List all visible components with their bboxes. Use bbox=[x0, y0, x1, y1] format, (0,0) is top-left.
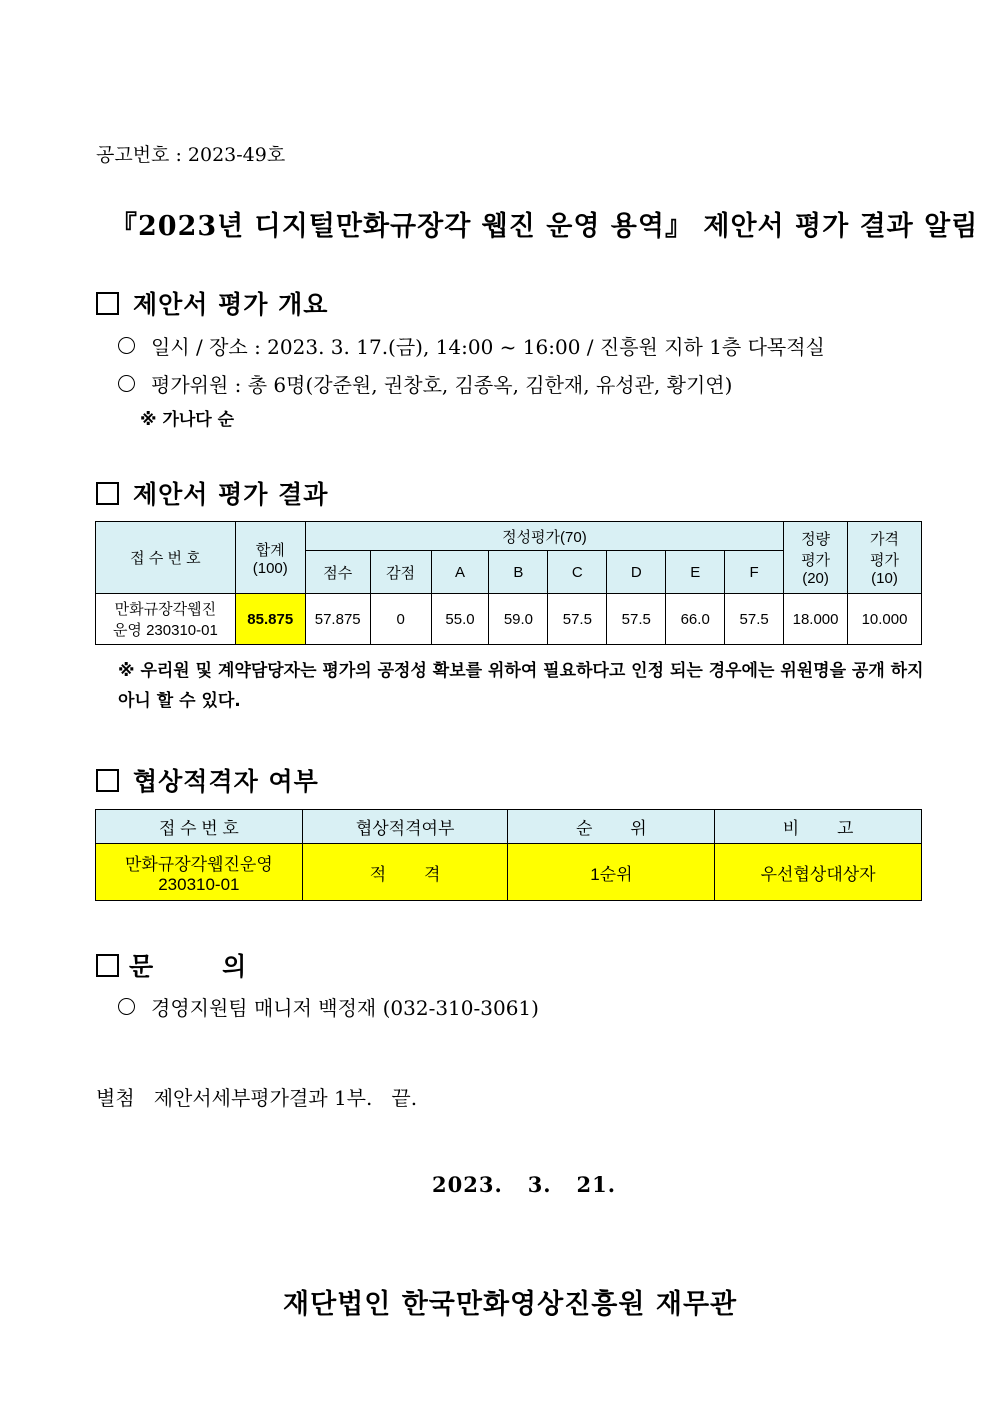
header-rank: 순 위 bbox=[508, 810, 715, 844]
subheader-b: B bbox=[489, 551, 548, 594]
subheader-c: C bbox=[548, 551, 607, 594]
overview-item-datetime bbox=[118, 331, 825, 360]
section-contact-heading bbox=[96, 947, 247, 983]
header-total-label: 합계 bbox=[255, 541, 285, 559]
header-quant-label1: 정량 bbox=[801, 531, 831, 548]
circle-bullet-icon bbox=[118, 375, 135, 392]
header-price-label2: 평가 bbox=[870, 552, 899, 569]
overview-item-committee bbox=[118, 369, 732, 398]
contact-text: 경영지원팀 매니저 백정재 (032-310-3061) bbox=[151, 996, 539, 1020]
receipt-line2: 운영 230310-01 bbox=[112, 622, 218, 639]
subheader-deduction: 감점 bbox=[370, 551, 431, 594]
cell-score: 57.875 bbox=[305, 594, 370, 645]
subheader-f: F bbox=[725, 551, 784, 594]
receipt-line2: 230310-01 bbox=[158, 874, 240, 894]
checkbox-square-icon bbox=[96, 292, 119, 315]
checkbox-square-icon bbox=[96, 482, 119, 505]
section-overview-title: 제안서 평가 개요 bbox=[133, 290, 329, 319]
cell-a: 55.0 bbox=[431, 594, 489, 645]
header-total-max: (100) bbox=[252, 559, 288, 577]
cell-f: 57.5 bbox=[725, 594, 784, 645]
header-quant-label2: 평가 bbox=[801, 552, 831, 569]
header-qualitative: 정성평가(70) bbox=[305, 522, 783, 551]
evaluation-result-table bbox=[95, 521, 922, 645]
overview-note: ※ 가나다 순 bbox=[140, 410, 235, 430]
header-total bbox=[235, 522, 305, 594]
header-quantitative bbox=[784, 522, 848, 594]
table-row bbox=[96, 844, 922, 901]
section-result-title: 제안서 평가 결과 bbox=[133, 480, 329, 509]
section-eligibility-title: 협상적격자 여부 bbox=[133, 767, 319, 796]
subheader-a: A bbox=[431, 551, 489, 594]
cell-total: 85.875 bbox=[235, 594, 305, 645]
section-contact-title: 문 의 bbox=[129, 952, 248, 981]
cell-eligibility: 적 격 bbox=[302, 844, 508, 901]
cell-e: 66.0 bbox=[666, 594, 725, 645]
subheader-e: E bbox=[666, 551, 725, 594]
cell-quantitative: 18.000 bbox=[784, 594, 848, 645]
header-eligibility: 협상적격여부 bbox=[302, 810, 508, 844]
subheader-score: 점수 bbox=[305, 551, 370, 594]
header-receipt-number: 접 수 번 호 bbox=[96, 522, 236, 594]
header-price-max: (10) bbox=[871, 570, 898, 587]
document-title: 『2023년 디지털만화규장각 웹진 운영 용역』 제안서 평가 결과 알림 bbox=[110, 211, 979, 242]
cell-deduction: 0 bbox=[370, 594, 431, 645]
header-quant-max: (20) bbox=[802, 570, 829, 587]
header-remarks: 비 고 bbox=[715, 810, 922, 844]
cell-c: 57.5 bbox=[548, 594, 607, 645]
cell-rank: 1순위 bbox=[508, 844, 715, 901]
table-row bbox=[96, 594, 922, 645]
header-price bbox=[848, 522, 922, 594]
cell-b: 59.0 bbox=[489, 594, 548, 645]
section-overview-heading bbox=[96, 285, 328, 321]
section-result-heading bbox=[96, 475, 328, 511]
cell-receipt-number bbox=[96, 844, 303, 901]
checkbox-square-icon bbox=[96, 954, 119, 977]
checkbox-square-icon bbox=[96, 769, 119, 792]
cell-price: 10.000 bbox=[848, 594, 922, 645]
cell-d: 57.5 bbox=[607, 594, 666, 645]
overview-datetime-text: 일시 / 장소 : 2023. 3. 17.(금), 14:00 ~ 16:00 / 진흥원 지하 1층 다목적실 bbox=[151, 335, 825, 359]
section-eligibility-heading bbox=[96, 762, 319, 798]
contact-item bbox=[118, 992, 539, 1021]
evaluation-footnote: ※ 우리원 및 계약담당자는 평가의 공정성 확보를 위하여 필요하다고 인정 되는 경우에는 위원명을 공개 하지 아니 할 수 있다. bbox=[118, 661, 924, 711]
negotiation-eligibility-table bbox=[95, 809, 922, 901]
circle-bullet-icon bbox=[118, 998, 135, 1015]
cell-remarks: 우선협상대상자 bbox=[715, 844, 922, 901]
overview-committee-text: 평가위원 : 총 6명(강준원, 권창호, 김종옥, 김한재, 유성관, 황기연) bbox=[151, 373, 733, 397]
receipt-line1: 만화규장각웹진 bbox=[114, 601, 217, 618]
circle-bullet-icon bbox=[118, 337, 135, 354]
notice-number: 공고번호 : 2023-49호 bbox=[96, 144, 286, 166]
receipt-line1: 만화규장각웹진운영 bbox=[124, 854, 273, 874]
subheader-d: D bbox=[607, 551, 666, 594]
header-price-label1: 가격 bbox=[870, 531, 899, 548]
document-date: 2023. 3. 21. bbox=[432, 1172, 617, 1197]
cell-receipt-number bbox=[96, 594, 236, 645]
header-receipt-number: 접 수 번 호 bbox=[96, 810, 303, 844]
issuing-organization: 재단법인 한국만화영상진흥원 재무관 bbox=[283, 1289, 738, 1320]
attachment-line: 별첨 제안서세부평가결과 1부. 끝. bbox=[96, 1086, 418, 1110]
